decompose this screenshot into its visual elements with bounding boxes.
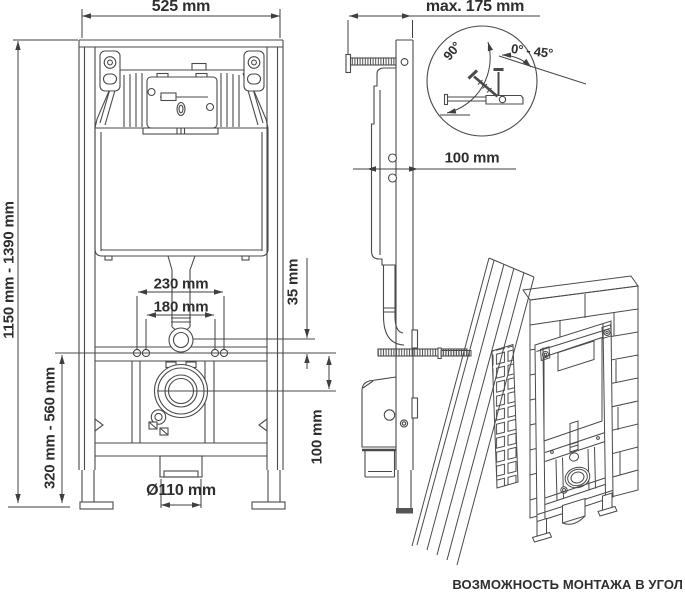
dim-outlet-offset-label: 100 mm — [308, 409, 326, 465]
wall-anchor — [346, 55, 396, 73]
dim-wall-distance-label: max. 175 mm — [425, 0, 525, 15]
dim-outlet-diameter-label: Ø110 mm — [146, 482, 216, 499]
dim-lower-range-label: 320 mm - 560 mm — [41, 366, 59, 490]
dim-height-range-label: 1150 mm - 1390 mm — [0, 201, 18, 339]
angle-90-label: 90° — [440, 38, 464, 64]
left-wall — [412, 258, 534, 565]
dim-width-label: 525 mm — [151, 0, 211, 15]
corner-frame — [533, 321, 618, 542]
angle-range-label: 0° - 45° — [510, 40, 554, 62]
side-cistern — [372, 68, 405, 345]
corner-view — [412, 258, 638, 565]
access-panel — [147, 74, 217, 129]
outlet-duct — [160, 456, 202, 477]
dim-stud-spacing-label: 180 mm — [153, 298, 209, 316]
side-outlet-elbow — [362, 377, 408, 477]
waste-outlet — [149, 365, 208, 478]
dim-flush-offset-label: 35 mm — [284, 258, 302, 306]
dim-depth-label: 100 mm — [444, 149, 500, 167]
side-rail — [396, 40, 418, 514]
dim-bolt-spacing-label: 230 mm — [153, 275, 209, 293]
side-fixing-lugs — [95, 419, 267, 431]
wall-grid — [492, 345, 518, 489]
corner-mount-caption: ВОЗМОЖНОСТЬ МОНТАЖА В УГОЛ — [452, 577, 683, 592]
